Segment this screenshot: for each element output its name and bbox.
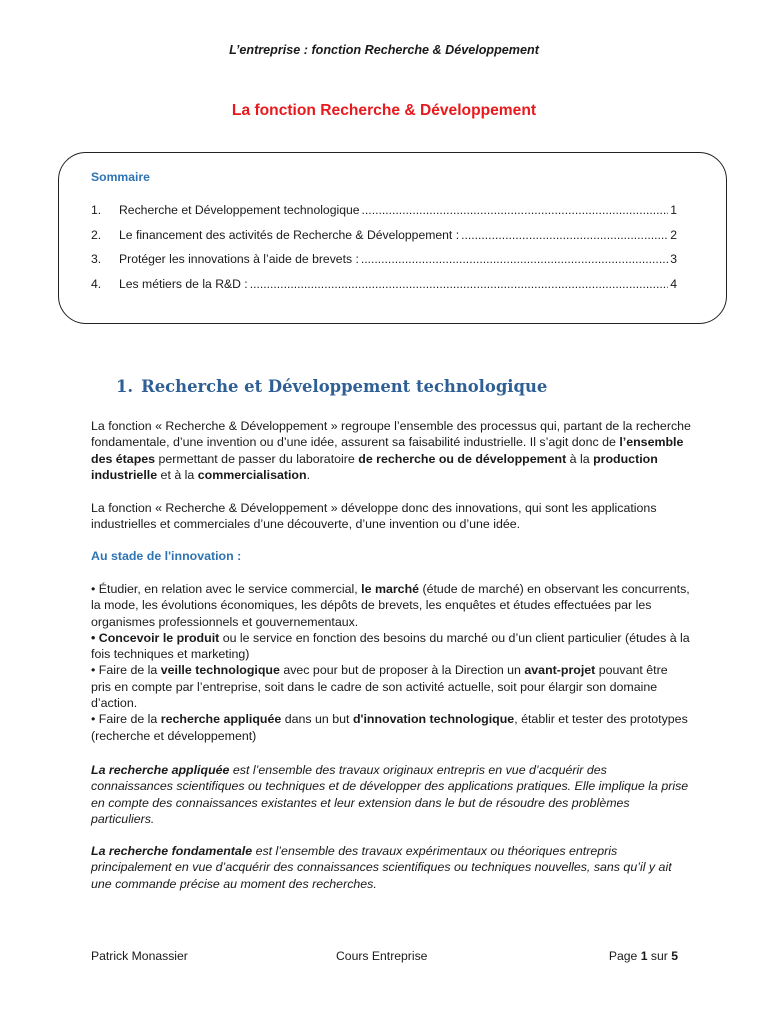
bold-run: La recherche appliquée [91,763,230,777]
bullet-list [91,581,691,744]
text-run: . [306,467,311,482]
bold-run: 1 [640,949,648,963]
text-run: est l’ensemble des travaux expérimentaux ou théoriques entrepris principalement en vue d’acquérir des connaissances scientifiques ou techniques nouvelles, sans qu’il y ait une commande précise au moment des recherches. [91,844,672,891]
text-run: ou le service en fonction des besoins du marché ou d’un client particulier (études à la fois techniques et marketing) [91,630,690,662]
text-run: • Faire de la [91,663,161,678]
definition-fundamental-research [91,843,691,892]
footer-course: Cours Entreprise [336,949,428,963]
toc-item[interactable] [91,277,677,291]
toc-dot-leader [361,252,668,266]
bold-run: • Concevoir le produit [91,630,220,645]
footer-author: Patrick Monassier [91,949,188,963]
section-title: Recherche et Développement technologique [141,377,548,396]
text-run: sur [647,949,672,963]
definition-applied-research [91,762,691,827]
toc-item-page: 4 [670,277,677,291]
toc-item-number: 2. [91,228,102,242]
footer-page-number [609,949,678,963]
table-of-contents [58,152,727,324]
bold-run: avant-projet [524,663,596,678]
toc-item[interactable] [91,228,677,242]
bullet-item-product [91,630,691,663]
text-run: pouvant être pris en compte par l’entreprise, soit dans le cadre de son activité actuelle, soit pour élargir son domaine d’action. [91,663,668,711]
toc-dot-leader [362,203,669,217]
bullet-item-market [91,581,691,630]
bullet-item-tech-watch [91,662,691,711]
bold-run: veille technologique [160,663,280,678]
toc-title: Sommaire [91,170,150,184]
toc-item[interactable] [91,203,677,217]
toc-item-page: 2 [670,228,677,242]
bold-run: La recherche fondamentale [91,844,253,858]
text-run: • Faire de la [91,712,161,727]
paragraph-innovations: La fonction « Recherche & Développement » développe donc des innovations, qui sont les applications industrielles et commerciales d’une découverte, d’une invention ou d’une idée. [91,501,657,532]
toc-item-text: Protéger les innovations à l’aide de brevets : [119,252,359,266]
bold-run: de recherche ou de développement [358,451,567,466]
document-title: La fonction Recherche & Développement [231,102,537,119]
toc-item[interactable] [91,252,677,266]
section-number: 1. [116,377,134,396]
text-run: • Étudier, en relation avec le service commercial, [91,582,362,596]
bold-run: 5 [671,949,678,963]
text-run: , établir et tester des prototypes (recherche et développement) [91,712,688,743]
sub-heading-innovation-stage: Au stade de l'innovation : [91,549,242,563]
bold-run: recherche appliquée [160,712,282,727]
toc-item-number: 3. [91,252,102,266]
bold-run: production industrielle [91,451,658,482]
text-run: dans un but [281,712,353,727]
text-run: permettant de passer du laboratoire [155,451,359,466]
bullet-item-applied-research [91,711,691,744]
toc-item-page: 3 [670,252,677,266]
paragraph-intro [91,418,691,483]
text-run: à la [566,451,594,466]
toc-item-text: Le financement des activités de Recherche & Développement : [119,228,460,242]
text-run: est l’ensemble des travaux originaux entrepris en vue d’acquérir des connaissances scientifiques ou techniques et de développer des applications pratiques. Elle implique la prise en compte des connaissances existantes et leur extension dans le but de résoudre des problèmes particuliers. [91,763,689,826]
bold-run: l’ensemble des étapes [91,435,684,466]
running-header: L’entreprise : fonction Recherche & Développement [229,43,539,57]
toc-item-text: Recherche et Développement technologique [119,203,360,217]
bold-run: commercialisation [197,467,307,482]
toc-dot-leader [461,228,668,242]
text-run: et à la [157,467,198,482]
toc-item-text: Les métiers de la R&D : [119,277,248,291]
toc-item-number: 4. [91,277,102,291]
text-run: La fonction « Recherche & Développement » regroupe l’ensemble des processus qui, partant de la recherche fondamentale, d’une invention ou d’une idée, assurent sa faisabilité industrielle. Il s’agit donc de [91,419,691,450]
text-run: Page [608,949,641,963]
bold-run: d'innovation technologique [352,712,515,727]
section-heading [116,377,547,396]
toc-dot-leader [250,277,669,291]
text-run: avec pour but de proposer à la Direction un [279,663,525,678]
toc-item-page: 1 [670,203,677,217]
toc-item-number: 1. [91,203,102,217]
text-run: (étude de marché) en observant les concurrents, la mode, les évolutions économiques, les dépôts de brevets, les enquêtes et études effectuées par les organismes professionnels et gouvernementaux. [91,582,690,629]
bold-run: le marché [361,582,420,596]
